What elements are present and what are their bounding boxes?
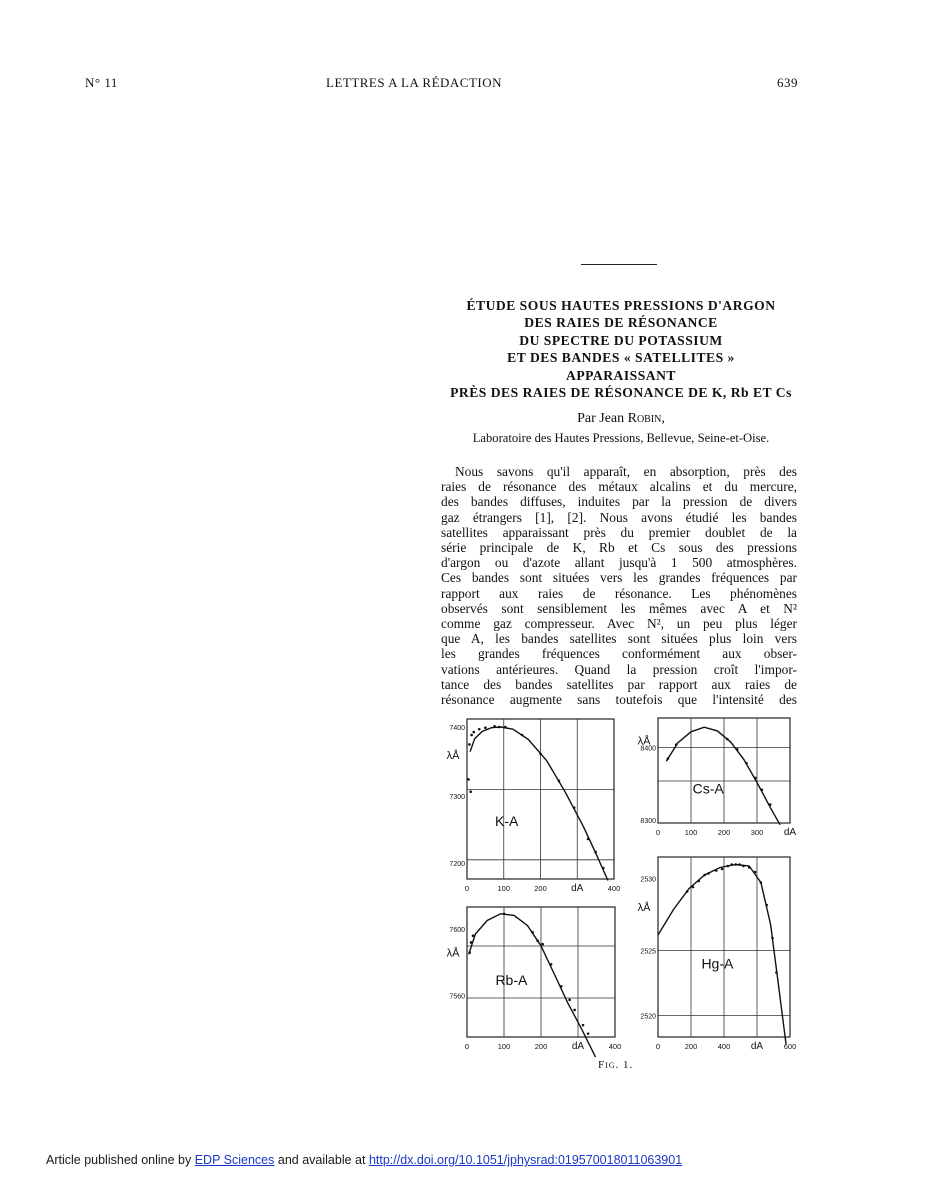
panel-label: Rb-A xyxy=(495,972,528,988)
data-point xyxy=(521,734,524,737)
data-point xyxy=(470,734,473,737)
data-point xyxy=(745,762,748,765)
y-tick-label: 2530 xyxy=(640,876,656,884)
data-point xyxy=(769,803,772,806)
y-tick-label: 7200 xyxy=(449,861,465,868)
fit-curve xyxy=(666,727,780,825)
data-point xyxy=(775,971,778,974)
x-tick-label: dA xyxy=(783,827,797,838)
article-title xyxy=(430,297,812,401)
data-point xyxy=(468,743,471,746)
title-line: ÉTUDE SOUS HAUTES PRESSIONS D'ARGON xyxy=(466,298,776,313)
journal-issue: N° 11 xyxy=(85,75,118,90)
footer-middle: and available at xyxy=(277,1153,366,1167)
data-point xyxy=(472,934,475,937)
data-point xyxy=(587,838,590,841)
author-name: Robin, xyxy=(627,411,665,426)
y-axis-label: λÅ xyxy=(446,947,460,960)
publication-footer xyxy=(46,1153,682,1167)
y-tick-label: 7400 xyxy=(449,725,465,732)
data-point xyxy=(573,806,576,809)
data-point xyxy=(470,941,473,944)
data-point xyxy=(539,753,542,756)
panel-label: Cs-A xyxy=(692,780,724,797)
data-point xyxy=(550,963,553,966)
data-point xyxy=(707,872,710,875)
text-line: les grandes fréquences conformément aux obser- xyxy=(441,646,797,662)
x-tick-label: dA xyxy=(571,1041,585,1052)
data-point xyxy=(727,865,730,868)
publisher-link[interactable]: EDP Sciences xyxy=(194,1153,275,1167)
text-line: vations antérieures. Quand la pression croît l'impor- xyxy=(441,661,797,677)
data-point xyxy=(692,886,695,889)
data-point xyxy=(478,728,481,731)
figure-1 xyxy=(440,712,800,1057)
data-point xyxy=(771,937,774,940)
data-point xyxy=(594,851,597,854)
y-tick-label: 7560 xyxy=(449,993,465,1001)
title-line: DES RAIES DE RÉSONANCE xyxy=(524,315,718,331)
author-line xyxy=(430,411,812,427)
y-axis-label: λÅ xyxy=(637,735,651,748)
x-tick-label: dA xyxy=(571,883,584,894)
data-point xyxy=(748,866,751,869)
data-point xyxy=(697,880,700,883)
x-tick-label: 200 xyxy=(534,1042,548,1051)
data-point xyxy=(498,726,501,729)
section-divider xyxy=(581,264,657,265)
text-line: comme gaz compresseur. Avec N², un peu plus léger xyxy=(441,616,797,632)
x-tick-label: 400 xyxy=(717,1042,731,1051)
data-point xyxy=(536,939,539,942)
data-point xyxy=(765,904,768,907)
data-point xyxy=(726,738,729,741)
x-tick-label: 100 xyxy=(497,884,511,893)
panel-label: Hg-A xyxy=(701,955,734,972)
y-tick-label: 7300 xyxy=(449,793,465,801)
data-point xyxy=(754,871,757,874)
data-point xyxy=(469,790,472,793)
text-line: que A, les bandes satellites sont situées plus loin vers xyxy=(441,631,797,647)
data-point xyxy=(503,912,506,915)
y-tick-label: 8300 xyxy=(640,817,656,825)
data-point xyxy=(493,725,496,728)
panel-label: K-A xyxy=(495,813,519,830)
x-tick-label: 300 xyxy=(750,828,764,837)
y-tick-label: 8400 xyxy=(640,745,656,753)
data-point xyxy=(587,1032,590,1035)
data-point xyxy=(484,726,487,729)
data-point xyxy=(531,931,534,934)
data-point xyxy=(730,863,733,866)
text-line: Nous savons qu'il apparaît, en absorption, près des xyxy=(455,464,797,479)
title-line: ET DES BANDES « SATELLITES » xyxy=(507,350,735,366)
fit-curve xyxy=(469,914,602,1057)
data-point xyxy=(560,985,563,988)
data-point xyxy=(504,726,507,729)
y-tick-label: 7600 xyxy=(449,927,465,935)
data-point xyxy=(754,777,757,780)
y-axis-label: λÅ xyxy=(637,902,651,914)
y-tick-label: 2520 xyxy=(640,1013,656,1021)
x-tick-label: 0 xyxy=(655,1042,661,1051)
x-tick-label: 600 xyxy=(783,1042,797,1051)
data-point xyxy=(738,863,741,866)
data-point xyxy=(760,881,763,884)
body-paragraph xyxy=(441,464,797,707)
fit-curve xyxy=(470,727,608,881)
footer-prefix: Article published online by xyxy=(46,1153,192,1167)
affiliation: Laboratoire des Hautes Pressions, Bellevue, Seine-et-Oise. xyxy=(472,431,770,445)
x-tick-label: dA xyxy=(750,1041,764,1052)
data-point xyxy=(734,863,737,866)
data-point xyxy=(568,999,571,1002)
data-point xyxy=(667,757,670,760)
data-point xyxy=(703,874,706,877)
title-line: APPARAISSANT xyxy=(566,367,676,383)
x-tick-label: 400 xyxy=(608,1042,622,1051)
data-point xyxy=(468,951,471,954)
text-line: résonance augmente sans toutefois que l'intensité des xyxy=(441,692,797,708)
data-point xyxy=(715,869,718,872)
text-line: tance des bandes satellites par rapport aux raies de xyxy=(441,676,797,692)
x-tick-label: 100 xyxy=(497,1042,511,1051)
data-point xyxy=(541,943,544,946)
x-tick-label: 100 xyxy=(684,828,698,837)
author-prefix: Par Jean xyxy=(577,411,625,426)
text-line: satellites apparaissant près du premier doublet de la xyxy=(441,524,797,540)
x-tick-label: 0 xyxy=(464,1042,470,1051)
x-tick-label: 400 xyxy=(607,884,621,893)
data-point xyxy=(602,867,605,870)
page-number: 639 xyxy=(777,75,798,90)
text-line: des bandes diffuses, induites par la pression de divers xyxy=(441,494,797,510)
data-point xyxy=(736,748,739,751)
data-point xyxy=(582,1024,585,1027)
x-tick-label: 200 xyxy=(684,1042,698,1051)
text-line: raies de résonance des métaux alcalins et du mercure, xyxy=(441,479,797,495)
data-point xyxy=(721,868,724,871)
data-point xyxy=(573,1009,576,1012)
data-point xyxy=(742,865,745,868)
figure-caption: Fig. 1. xyxy=(598,1059,634,1071)
data-point xyxy=(472,731,475,734)
text-line: gaz étrangers [1], [2]. Nous avons étudié les bandes xyxy=(441,509,797,525)
title-line: DU SPECTRE DU POTASSIUM xyxy=(519,332,723,348)
text-line: observés sont sensiblement les mêmes avec A et N² xyxy=(441,600,797,616)
x-tick-label: 0 xyxy=(464,884,470,893)
text-line: série principale de K, Rb et Cs sous des pressions xyxy=(441,540,797,556)
y-tick-label: 2525 xyxy=(640,948,656,956)
running-title: LETTRES A LA RÉDACTION xyxy=(326,75,503,90)
data-point xyxy=(558,780,561,783)
title-line: PRÈS DES RAIES DE RÉSONANCE DE K, Rb ET Cs xyxy=(450,385,792,401)
data-point xyxy=(686,890,689,893)
x-tick-label: 0 xyxy=(655,828,661,837)
text-line: rapport aux raies de résonance. Les phénomènes xyxy=(441,585,797,601)
text-line: Ces bandes sont situées vers les grandes fréquences par xyxy=(441,570,797,586)
data-point xyxy=(675,743,678,746)
doi-link[interactable]: http://dx.doi.org/10.1051/jphysrad:019570018011063901 xyxy=(368,1153,683,1167)
fit-curve xyxy=(658,865,786,1045)
data-point xyxy=(467,778,470,781)
text-line: d'argon ou d'azote allant jusqu'à 1 500 atmosphères. xyxy=(441,555,797,571)
x-tick-label: 200 xyxy=(534,884,547,893)
data-point xyxy=(761,789,764,792)
y-axis-label: λÅ xyxy=(446,750,460,762)
x-tick-label: 200 xyxy=(717,828,731,837)
